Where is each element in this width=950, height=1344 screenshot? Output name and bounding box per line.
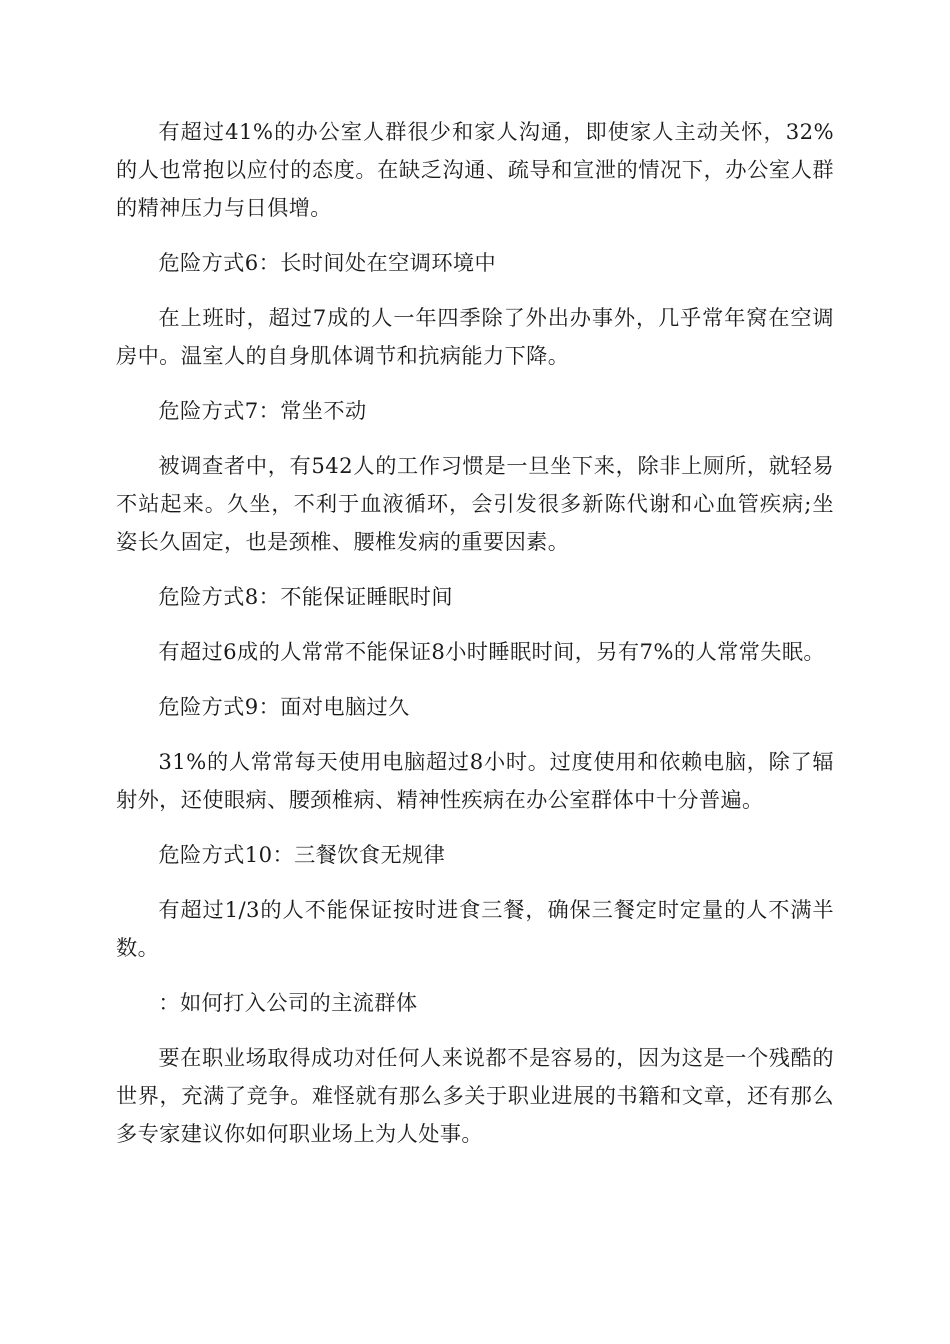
heading-risk-10: 危险方式10：三餐饮食无规律 — [158, 842, 446, 867]
paragraph-computer-use: 31%的人常常每天使用电脑超过8小时。过度使用和依赖电脑，除了辐射外，还使眼病、腰颈椎病、精神性疾病在办公室群体中十分普遍。 — [116, 749, 834, 812]
paragraph-family-communication: 有超过41%的办公室人群很少和家人沟通，即使家人主动关怀，32%的人也常抱以应付的态度。在缺乏沟通、疏导和宣泄的情况下，办公室人群的精神压力与日俱增。 — [116, 119, 834, 220]
paragraph-air-conditioning: 在上班时，超过7成的人一年四季除了外出办事外，几乎常年窝在空调房中。温室人的自身肌体调节和抗病能力下降。 — [116, 305, 834, 368]
paragraph-sleep: 有超过6成的人常常不能保证8小时睡眠时间，另有7%的人常常失眠。 — [158, 639, 826, 664]
paragraph-meals: 有超过1/3的人不能保证按时进食三餐，确保三餐定时定量的人不满半数。 — [116, 897, 834, 960]
paragraph-career-success: 要在职业场取得成功对任何人来说都不是容易的，因为这是一个残酷的世界，充满了竞争。难怪就有那么多关于职业进展的书籍和文章，还有那么多专家建议你如何职业场上为人处事。 — [116, 1045, 834, 1146]
paragraph-sitting: 被调查者中，有542人的工作习惯是一旦坐下来，除非上厕所，就轻易不站起来。久坐，不利于血液循环，会引发很多新陈代谢和心血管疾病;坐姿长久固定，也是颈椎、腰椎发病的重要因素。 — [116, 453, 834, 554]
heading-risk-9: 危险方式9：面对电脑过久 — [158, 694, 410, 719]
heading-risk-6: 危险方式6：长时间处在空调环境中 — [158, 250, 497, 275]
heading-mainstream-group: ：如何打入公司的主流群体 — [158, 990, 418, 1015]
heading-risk-8: 危险方式8：不能保证睡眠时间 — [158, 584, 453, 609]
heading-risk-7: 危险方式7：常坐不动 — [158, 398, 367, 423]
